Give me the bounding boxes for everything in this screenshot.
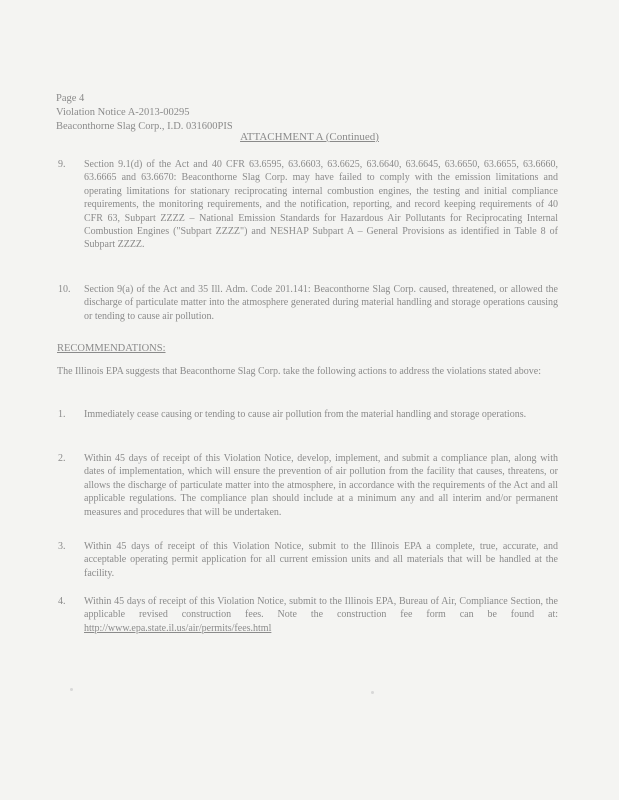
recommendation-text-body: Within 45 days of receipt of this Violation Notice, submit to the Illinois EPA, Bureau of Air, Compliance Section, the applicable revised construction fees. Note the construction fee form can be found at: [84, 596, 558, 621]
recommendation-number: 1. [58, 409, 66, 420]
notice-number: Violation Notice A-2013-00295 [56, 107, 190, 118]
attachment-title: ATTACHMENT A (Continued) [240, 131, 379, 143]
fee-form-link[interactable]: http://www.epa.state.il.us/air/permits/fees.html [84, 622, 272, 634]
recommendations-intro: The Illinois EPA suggests that Beaconthorne Slag Corp. take the following actions to address the violations stated above: [57, 366, 541, 377]
recommendation-number: 2. [58, 453, 66, 464]
recommendations-heading: RECOMMENDATIONS: [57, 343, 166, 354]
violation-number: 10. [58, 284, 71, 295]
page-number: Page 4 [56, 93, 85, 104]
violation-text: Section 9.1(d) of the Act and 40 CFR 63.6595, 63.6603, 63.6625, 63.6640, 63.6645, 63.6650, 63.6655, 63.6660, 63.6665 and 63.6670: Beaconthorne Slag Corp. may have failed to comply with the emission limitations and operating limitations for stationary reciprocating internal combustion engines, the testing and initial compliance requirements, the monitoring requirements, and the notification, reporting, and record keeping requirements of 40 CFR 63, Subpart ZZZZ – National Emission Standards for Hazardous Air Pollutants for Reciprocating Internal Combustion Engines ("Subpart ZZZZ") and NESHAP Subpart A – General Provisions as identified in Table 8 of Subpart ZZZZ. [84, 159, 558, 251]
recommendation-text [84, 595, 558, 635]
recommendation-text: Immediately cease causing or tending to cause air pollution from the material handling and storage operations. [84, 409, 527, 420]
scan-speck [70, 688, 73, 691]
scan-speck [371, 691, 374, 694]
violation-number: 9. [58, 159, 66, 170]
recommendation-number: 3. [58, 541, 66, 552]
recommendation-text: Within 45 days of receipt of this Violation Notice, submit to the Illinois EPA a complete, true, accurate, and acceptable operating permit application for all current emission units and all materials that will be handled at the facility. [84, 541, 558, 579]
violation-text: Section 9(a) of the Act and 35 Ill. Adm. Code 201.141: Beaconthorne Slag Corp. caused, threatened, or allowed the discharge of particulate matter into the atmosphere generated during material handling and storage operations causing or tending to cause air pollution. [84, 284, 558, 322]
recommendation-text: Within 45 days of receipt of this Violation Notice, develop, implement, and submit a compliance plan, along with dates of implementation, which will ensure the prevention of air pollution from the facility that causes, threatens, or allows the discharge of particulate matter into the atmosphere, in accordance with the requirements of the Act and all applicable regulations. The compliance plan should include at a minimum any and all interim and/or permanent measures and procedures that will be undertaken. [84, 453, 558, 518]
recommendation-number: 4. [58, 596, 66, 607]
company-id: Beaconthorne Slag Corp., I.D. 031600PIS [56, 121, 233, 132]
